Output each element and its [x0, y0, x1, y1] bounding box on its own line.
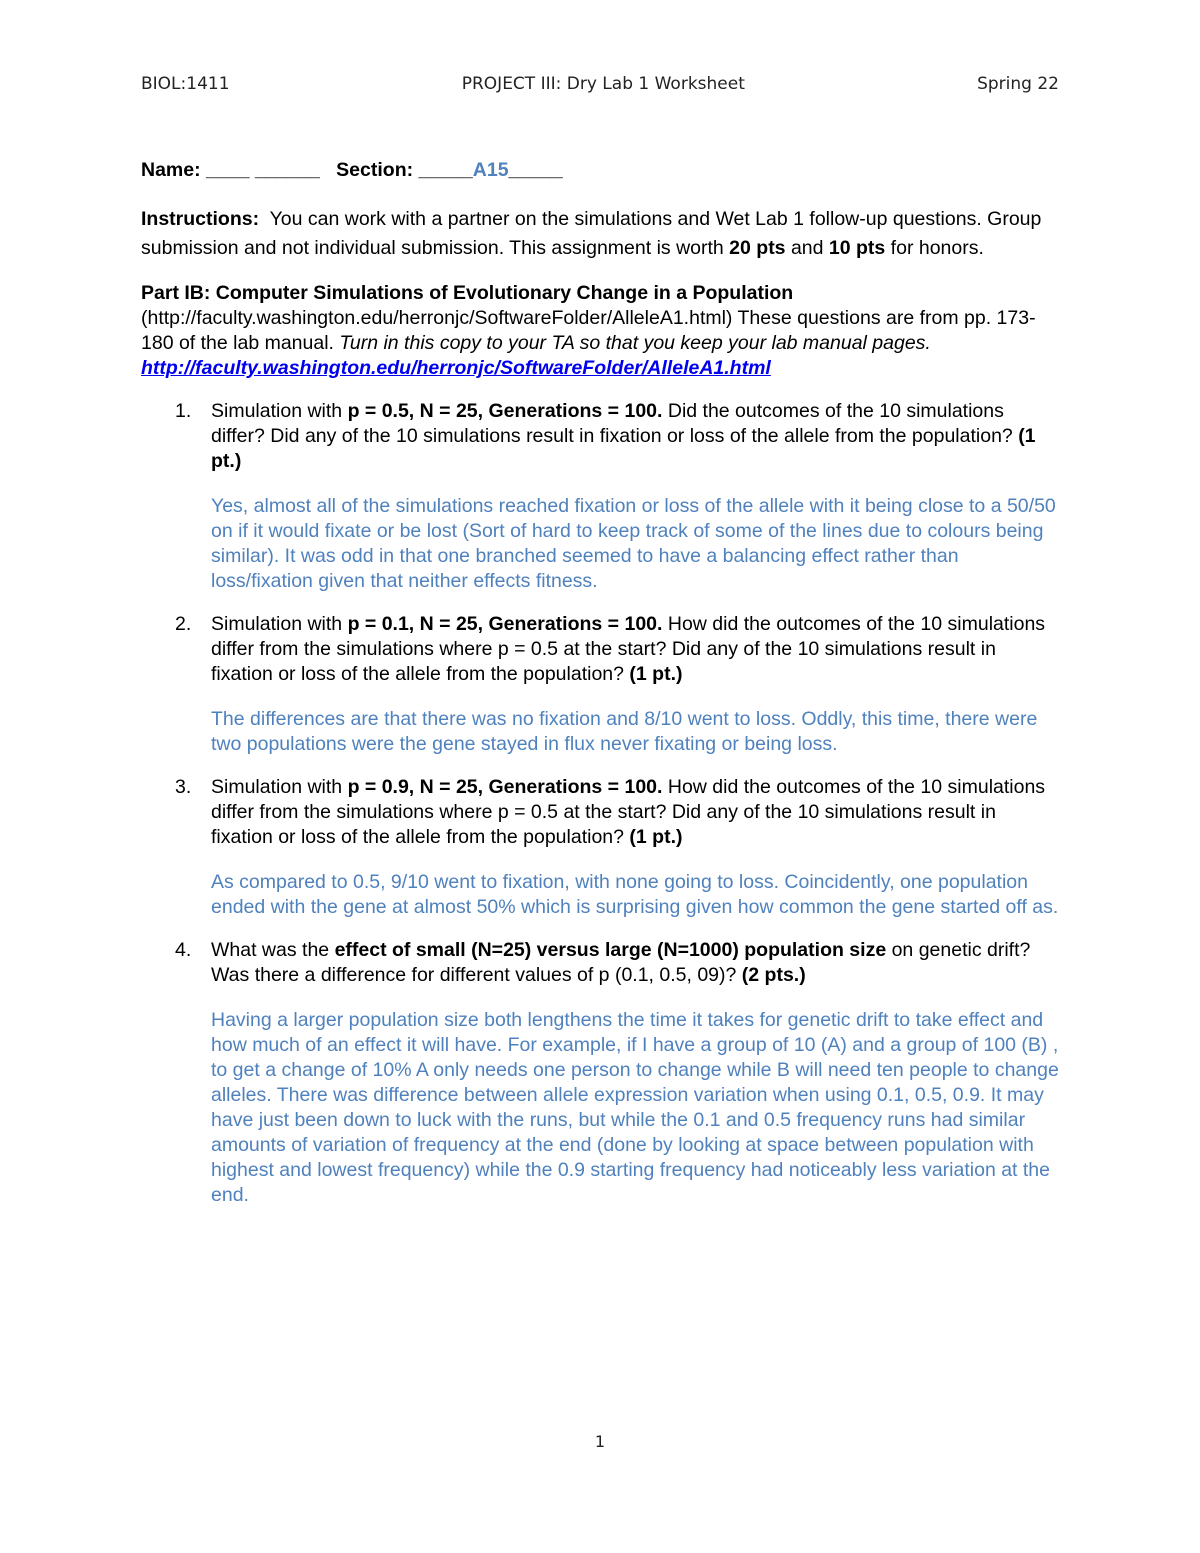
name-blank: ____ ______: [206, 159, 320, 181]
document-body: [141, 158, 1061, 1226]
question-points: (1 pt.): [629, 663, 683, 685]
question-number: 4.: [175, 939, 192, 961]
question-parameters: p = 0.9, N = 25, Generations = 100.: [347, 776, 663, 798]
section-blank-post: _____: [508, 159, 563, 181]
question-parameters: effect of small (N=25) versus large (N=1000) population size: [334, 939, 887, 961]
question-text-part: What was the: [211, 939, 335, 961]
course-code: BIOL:1411: [141, 74, 230, 94]
part-ib-text: (http://faculty.washington.edu/herronjc/SoftwareFolder/AlleleA1.html) These questions are from pp. 173-180 of the lab manual.: [141, 307, 1036, 354]
question-list: [141, 399, 1061, 1208]
honors-points: 10 pts: [828, 237, 886, 259]
section-blank-pre: _____: [418, 159, 473, 181]
question-points: (2 pts.): [741, 964, 806, 986]
part-ib-intro: [141, 281, 1061, 381]
instructions-text: and: [785, 237, 829, 259]
question-text: [211, 938, 1061, 988]
page-number: 1: [594, 1432, 606, 1451]
points-total: 20 pts: [729, 237, 786, 259]
question-item: [141, 938, 1061, 1208]
page-header: [141, 74, 1059, 94]
question-number: 2.: [175, 613, 192, 635]
question-item: [141, 775, 1061, 920]
question-item: [141, 399, 1061, 594]
question-number: 1.: [175, 400, 192, 422]
question-number: 3.: [175, 776, 192, 798]
instructions-text: You can work with a partner on the simulations and Wet Lab 1 follow-up questions. Group submission and not individual submission. This assignment is worth: [141, 208, 1042, 259]
term: Spring 22: [977, 74, 1059, 94]
question-text-part: Simulation with: [211, 400, 348, 422]
section-value: A15: [472, 159, 509, 181]
question-points: (1 pt.): [211, 425, 1036, 472]
simulation-link[interactable]: http://faculty.washington.edu/herronjc/SoftwareFolder/AlleleA1.html: [141, 357, 771, 379]
part-ib-note: Turn in this copy to your TA so that you keep your lab manual pages.: [339, 332, 931, 354]
answer-text: Yes, almost all of the simulations reached fixation or loss of the allele with it being close to a 50/50 on if it would fixate or be lost (Sort of hard to keep track of some of the lines due to colours being similar). It was odd in that one branched seemed to have a balancing effect rather than loss/fixation given that neither effects fitness.: [211, 495, 1056, 592]
document-title: PROJECT III: Dry Lab 1 Worksheet: [461, 74, 745, 94]
instructions-text: for honors.: [885, 237, 984, 259]
question-text: [211, 612, 1061, 687]
section-label: Section:: [336, 159, 414, 181]
question-text: [211, 775, 1061, 850]
instructions: [141, 205, 1061, 263]
question-parameters: p = 0.5, N = 25, Generations = 100.: [347, 400, 663, 422]
name-section-line: [141, 158, 1061, 183]
question-text-part: How did the outcomes of the 10 simulations differ from the simulations where p = 0.5 at the start? Did any of the 10 simulations result in fixation or loss of the allele from the population?: [211, 776, 1046, 848]
question-points: (1 pt.): [629, 826, 683, 848]
question-text-part: on genetic drift? Was there a difference for different values of p (0.1, 0.5, 09)?: [211, 939, 1031, 986]
question-text-part: How did the outcomes of the 10 simulations differ from the simulations where p = 0.5 at the start? Did any of the 10 simulations result in fixation or loss of the allele from the population?: [211, 613, 1046, 685]
question-text-part: Did the outcomes of the 10 simulations differ? Did any of the 10 simulations result in fixation or loss of the allele from the population?: [211, 400, 1019, 447]
name-label: Name:: [141, 159, 201, 181]
question-text-part: Simulation with: [211, 776, 348, 798]
part-ib-title: Part IB: Computer Simulations of Evolutionary Change in a Population: [141, 282, 794, 304]
instructions-label: Instructions:: [141, 208, 260, 230]
question-text: [211, 399, 1061, 474]
question-text-part: Simulation with: [211, 613, 348, 635]
answer-text: Having a larger population size both lengthens the time it takes for genetic drift to take effect and how much of an effect it will have. For example, if I have a group of 10 (A) and a group of 100 (B) , to get a change of 10% A only needs one person to change while B will need ten people to change alleles. There was difference between allele expression variation when using 0.1, 0.5, 0.9. It may have just been down to luck with the runs, but while the 0.1 and 0.5 frequency runs had similar amounts of variation of frequency at the end (done by looking at space between population with highest and lowest frequency) while the 0.9 starting frequency had noticeably less variation at the end.: [211, 1009, 1059, 1206]
answer-text: As compared to 0.5, 9/10 went to fixation, with none going to loss. Coincidently, one population ended with the gene at almost 50% which is surprising given how common the gene started off as.: [211, 871, 1059, 918]
question-parameters: p = 0.1, N = 25, Generations = 100.: [347, 613, 663, 635]
answer-text: The differences are that there was no fixation and 8/10 went to loss. Oddly, this time, there were two populations were the gene stayed in flux never fixating or being loss.: [211, 708, 1038, 755]
question-item: [141, 612, 1061, 757]
